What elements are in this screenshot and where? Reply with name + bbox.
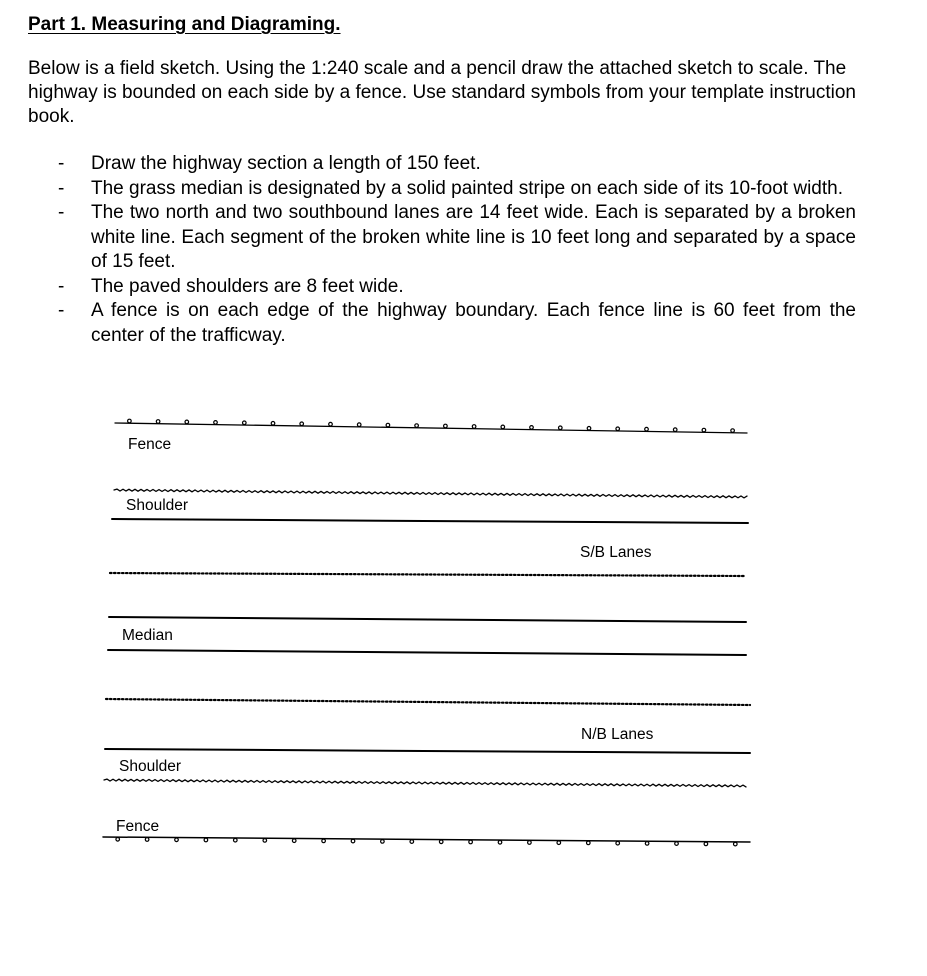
fence-post xyxy=(731,429,735,433)
list-item-text: The grass median is designated by a solid painted stripe on each side of its 10-foot width. xyxy=(91,177,843,199)
fence-post xyxy=(559,426,563,430)
intro-paragraph: Below is a field sketch. Using the 1:240 scale and a pencil draw the attached sketch to scale. The highway is bounded on each side by a fence. Use standard symbols from your template instruction book. xyxy=(28,58,857,127)
fence-post xyxy=(234,838,238,842)
fence-post xyxy=(469,840,473,844)
fence-post xyxy=(263,839,267,843)
fence-bottom-label: Fence xyxy=(116,818,160,835)
fence-post xyxy=(322,839,326,843)
list-item-text: The two north and two southbound lanes are 14 feet wide. Each is separated by a broken white line. Each segment of the broken white line is 10 feet long and separated by a space of 15 feet. xyxy=(91,202,856,272)
fence-post xyxy=(501,425,505,429)
fence-post xyxy=(444,424,448,428)
highway-field-sketch xyxy=(0,405,927,865)
bullet-dash: - xyxy=(58,153,65,174)
fence-post xyxy=(704,842,708,846)
bullet-dash: - xyxy=(58,275,65,297)
fence-post xyxy=(410,840,414,844)
fence-post xyxy=(292,839,296,843)
fence-post xyxy=(204,838,208,842)
fence-post xyxy=(145,838,149,842)
fence-post xyxy=(351,839,355,843)
median-stripe-bottom xyxy=(108,650,746,655)
fence-post xyxy=(386,423,390,427)
fence-post xyxy=(415,424,419,428)
fence-post xyxy=(472,425,476,429)
fence-post xyxy=(702,428,706,432)
median-label: Median xyxy=(122,627,173,644)
fence-post xyxy=(673,428,677,432)
fence-post xyxy=(271,422,275,426)
list-item xyxy=(0,152,856,177)
fence-post xyxy=(381,840,385,844)
bottom-shoulder-edge-solid xyxy=(105,749,750,753)
fence-post xyxy=(214,421,218,425)
bullet-dash: - xyxy=(58,177,65,199)
list-item xyxy=(0,299,856,348)
fence-post xyxy=(645,427,649,431)
fence-post xyxy=(587,841,591,845)
fence-post xyxy=(439,840,443,844)
fence-post xyxy=(300,422,304,426)
fence-post xyxy=(185,420,189,424)
fence-post xyxy=(156,420,160,424)
list-item xyxy=(0,275,856,300)
fence-post xyxy=(175,838,179,842)
instruction-list xyxy=(0,152,927,348)
fence-post xyxy=(645,842,649,846)
top-shoulder-edge-wavy xyxy=(114,489,747,498)
fence-post xyxy=(498,841,502,845)
fence-post xyxy=(616,841,620,845)
page-title: Part 1. Measuring and Diagraming. xyxy=(28,14,341,35)
sb-lane-broken-line xyxy=(110,573,744,576)
nb-lane-broken-line xyxy=(106,699,750,705)
fence-post xyxy=(557,841,561,845)
sb-lanes-label: S/B Lanes xyxy=(580,544,652,561)
fence-post xyxy=(616,427,620,431)
list-item-text: The paved shoulders are 8 feet wide. xyxy=(91,275,404,297)
shoulder-bottom-label: Shoulder xyxy=(119,758,182,775)
fence-post xyxy=(587,427,591,431)
top-fence-posts xyxy=(128,419,735,432)
top-fence-line xyxy=(115,423,747,433)
fence-post xyxy=(329,422,333,426)
top-shoulder-edge-solid xyxy=(112,519,748,523)
fence-top-label: Fence xyxy=(128,436,172,453)
shoulder-top-label: Shoulder xyxy=(126,497,189,514)
fence-post xyxy=(357,423,361,427)
fence-post xyxy=(528,841,532,845)
list-item-text: A fence is on each edge of the highway boundary. Each fence line is 60 feet from the center of the trafficway. xyxy=(91,300,856,346)
bullet-dash: - xyxy=(58,300,65,321)
fence-post xyxy=(675,842,679,846)
bottom-shoulder-edge-wavy xyxy=(104,779,746,787)
fence-post xyxy=(116,838,120,842)
bottom-fence-line xyxy=(103,837,750,842)
list-item xyxy=(0,177,856,202)
fence-post xyxy=(734,842,738,846)
nb-lanes-label: N/B Lanes xyxy=(581,726,654,743)
bullet-dash: - xyxy=(58,202,65,223)
median-stripe-top xyxy=(109,617,746,622)
fence-post xyxy=(128,419,132,423)
list-item-text: Draw the highway section a length of 150 feet. xyxy=(91,153,481,174)
fence-post xyxy=(243,421,247,425)
fence-post xyxy=(530,426,534,430)
list-item xyxy=(0,201,856,275)
